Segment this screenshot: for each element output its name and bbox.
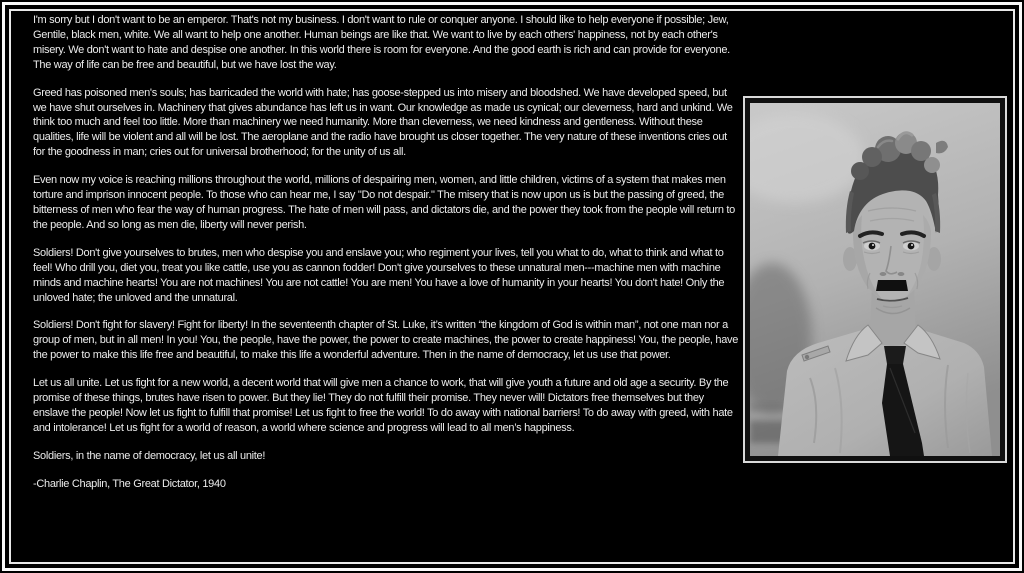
speech-paragraph-6: Let us all unite. Let us fight for a new world, a decent world that will give men a chance to work, that will give youth a future and old age a security. By the promise of these things, brutes have risen to power. But they lie! They do not fulfill their promise. They never will! Dictators free themselves but they enslave the people! Now let us fight to fulfill that promise! Let us fight to free the world! To do away with national barriers! To do away with greed, with hate and intolerance! Let us fight for a world of reason, a world where science and progress will lead to all men’s happiness. [33, 377, 733, 434]
speech-paragraph-5: Soldiers! Don't fight for slavery! Fight for liberty! In the seventeenth chapter of St. Luke, it’s written “the kingdom of God is within man”, not one man nor a group of men, but in all men! In you! You, the people, have the power, the power to create machines, the power to create happiness! You, the people, have the power to make this life free and beautiful, to make this life a wonderful adventure. Then in the name of democracy, let us use that power. [33, 319, 739, 362]
chaplin-photo [743, 96, 1007, 463]
closing-line: Soldiers, in the name of democracy, let us all unite! [33, 449, 266, 462]
speech-text [33, 13, 739, 561]
eye-right [908, 243, 915, 250]
speech-paragraph-4: Soldiers! Don't give yourselves to brutes, men who despise you and enslave you; who regiment your lives, tell you what to do, what to think and what to feel! Who drill you, diet you, treat you like cattle, use you as cannon fodder! Don't give yourselves to these unnatural men---machine men with machine minds and machine hearts! You are not machines! You are not cattle! You are men! You have a love of humanity in your hearts! You don't hate! Only the unloved hate; the unloved and the unnatural. [33, 246, 725, 304]
chaplin-portrait-image [750, 103, 1000, 456]
tie [884, 346, 906, 364]
speech-paragraph-1: I'm sorry but I don't want to be an emperor. That's not my business. I don't want to rule or conquer anyone. I should like to help everyone if possible; Jew, Gentile, black men, white. We all want to help one another. Human beings are like that. We want to live by each others' happiness, not by each other's misery. We don't want to hate and despise one another. In this world there is room for everyone. And the good earth is rich and can provide for everyone. The way of life can be free and beautiful, but we have lost the way. [33, 14, 730, 71]
speech-paragraph-2: Greed has poisoned men's souls; has barricaded the world with hate; has goose-stepped us into misery and bloodshed. We have developed speed, but we have shut ourselves in. Machinery that gives abundance has left us in want. Our knowledge as made us cynical; our cleverness, hard and unkind. We think too much and feel too little. More than machinery we need humanity. More than cleverness, we need kindness and gentleness. Without these qualities, life will be violent and all will be lost. The aeroplane and the radio have brought us closer together. The very nature of these inventions cries out for the goodness in man; cries out for universal brotherhood; for the unity of us all. [33, 86, 733, 159]
eye-left [869, 243, 876, 250]
mustache [876, 280, 908, 291]
attribution-line: -Charlie Chaplin, The Great Dictator, 1940 [33, 477, 226, 490]
speech-paragraph-3: Even now my voice is reaching millions throughout the world, millions of despairing men, women, and little children, victims of a system that makes men torture and imprison innocent people. To those who can hear me, I say "Do not despair." The misery that is now upon us is but the passing of greed, the bitterness of men who fear the way of human progress. The hate of men will pass, and dictators die, and the power they took from the people will return to the people. And so long as men die, liberty will never perish. [33, 174, 736, 231]
